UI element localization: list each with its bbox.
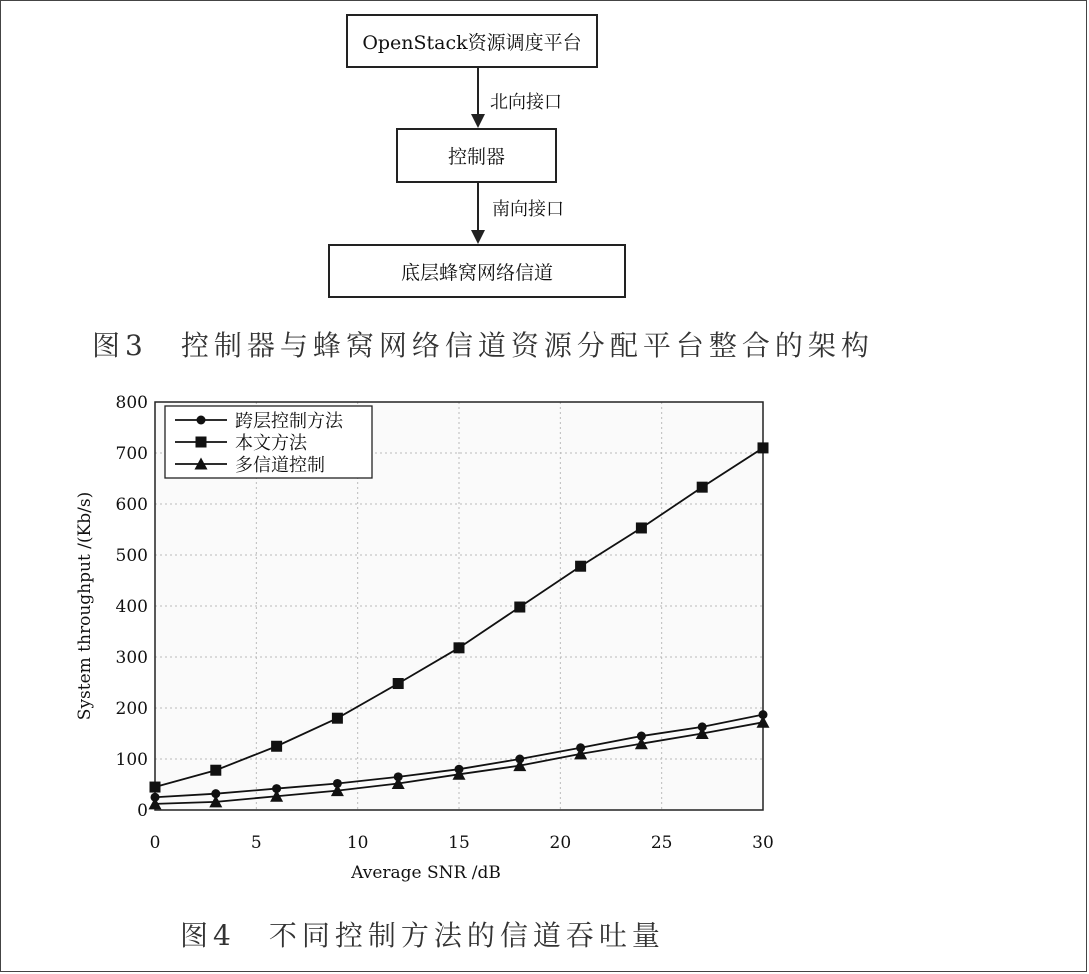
node-openstack-platform-label: OpenStack资源调度平台	[362, 31, 582, 54]
data-point	[393, 678, 404, 689]
x-tick-label: 25	[650, 833, 673, 853]
data-point	[332, 713, 343, 724]
data-point	[454, 642, 465, 653]
data-point	[575, 561, 586, 572]
y-tick-label: 600	[115, 495, 148, 515]
data-point	[271, 741, 282, 752]
legend-label: 本文方法	[235, 433, 307, 454]
y-tick-label: 200	[115, 699, 148, 719]
x-axis-label: Average SNR /dB	[351, 863, 501, 883]
y-axis-label: System throughput /(Kb/s)	[75, 491, 95, 721]
data-point	[514, 602, 525, 613]
y-tick-label: 0	[137, 801, 148, 821]
y-tick-label: 100	[115, 750, 148, 770]
y-tick-label: 800	[115, 393, 148, 413]
data-point	[697, 482, 708, 493]
data-point	[758, 442, 769, 453]
data-point	[197, 416, 206, 425]
data-point	[636, 522, 647, 533]
y-tick-label: 700	[115, 444, 148, 464]
x-tick-label: 5	[250, 833, 262, 853]
x-tick-label: 10	[346, 833, 369, 853]
x-tick-label: 15	[448, 833, 470, 853]
x-tick-label: 30	[752, 833, 774, 853]
figure-3-caption: 图3 控制器与蜂窝网络信道资源分配平台整合的架构	[92, 329, 874, 362]
x-tick-label: 20	[549, 833, 572, 853]
figure-4-caption: 图4 不同控制方法的信道吞吐量	[180, 919, 665, 952]
node-controller-label: 控制器	[447, 146, 505, 168]
y-tick-label: 500	[115, 546, 148, 566]
data-point	[210, 765, 221, 776]
north-interface-label: 北向接口	[490, 92, 562, 113]
x-tick-label: 0	[149, 833, 161, 853]
y-tick-label: 400	[115, 597, 148, 617]
y-tick-label: 300	[115, 648, 148, 668]
node-cellular-channel-label: 底层蜂窝网络信道	[400, 261, 553, 284]
y-axis-ticks	[116, 393, 148, 821]
x-axis-ticks	[150, 833, 774, 853]
data-point	[150, 782, 161, 793]
legend-label: 跨层控制方法	[235, 411, 343, 432]
chart-legend	[165, 406, 372, 478]
data-point	[196, 437, 207, 448]
legend-label: 多信道控制	[235, 455, 325, 476]
south-interface-label: 南向接口	[492, 199, 564, 220]
